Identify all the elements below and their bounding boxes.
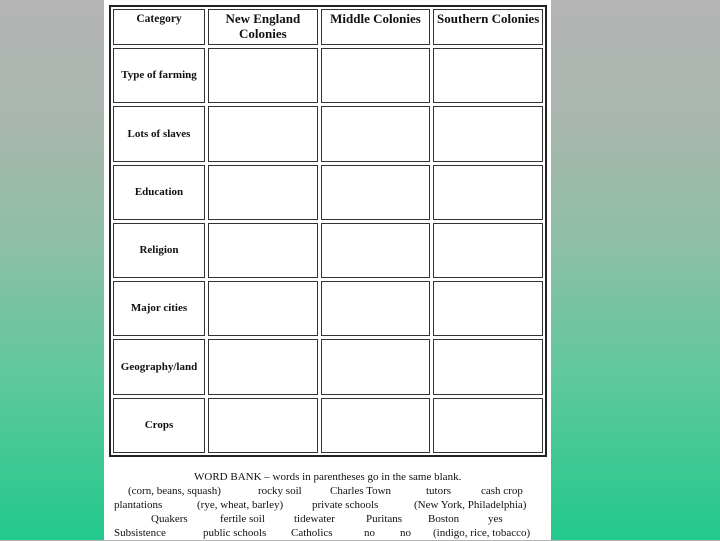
row-label-type-of-farming: Type of farming xyxy=(113,48,205,103)
word-bank-term: no xyxy=(400,527,411,539)
word-bank-term: Catholics xyxy=(291,527,333,539)
blank-cell[interactable] xyxy=(208,398,318,453)
row-label-geography-land: Geography/land xyxy=(113,339,205,394)
blank-cell[interactable] xyxy=(321,398,431,453)
word-bank-term: Subsistence xyxy=(114,527,166,539)
blank-cell[interactable] xyxy=(321,165,431,220)
blank-cell[interactable] xyxy=(321,106,431,161)
word-bank-row xyxy=(104,485,551,499)
colonies-table xyxy=(109,5,547,457)
blank-cell[interactable] xyxy=(208,281,318,336)
header-southern-colonies: Southern Colonies xyxy=(433,9,543,45)
row-label-crops: Crops xyxy=(113,398,205,453)
word-bank-term: yes xyxy=(488,513,503,525)
row-label-religion: Religion xyxy=(113,223,205,278)
word-bank-term: (indigo, rice, tobacco) xyxy=(433,527,531,539)
word-bank-term: Boston xyxy=(428,513,460,525)
blank-cell[interactable] xyxy=(433,48,543,103)
word-bank-term: Puritans xyxy=(366,513,403,525)
word-bank-term: Charles Town xyxy=(330,485,392,497)
word-bank-row xyxy=(104,499,551,513)
row-label-education: Education xyxy=(113,165,205,220)
word-bank-term: plantations xyxy=(114,499,163,511)
blank-cell[interactable] xyxy=(321,48,431,103)
blank-cell[interactable] xyxy=(321,223,431,278)
word-bank-term: (rye, wheat, barley) xyxy=(197,499,284,511)
row-label-major-cities: Major cities xyxy=(113,281,205,336)
blank-cell[interactable] xyxy=(433,339,543,394)
blank-cell[interactable] xyxy=(321,339,431,394)
word-bank-term: fertile soil xyxy=(220,513,265,525)
header-category: Category xyxy=(113,9,205,45)
blank-cell[interactable] xyxy=(208,106,318,161)
blank-cell[interactable] xyxy=(433,165,543,220)
word-bank-term: cash crop xyxy=(481,485,523,497)
word-bank-term: tutors xyxy=(426,485,452,497)
blank-cell[interactable] xyxy=(433,281,543,336)
header-new-england: New England Colonies xyxy=(208,9,318,45)
word-bank-term: public schools xyxy=(203,527,267,539)
blank-cell[interactable] xyxy=(208,48,318,103)
worksheet xyxy=(104,0,551,540)
word-bank-title: WORD BANK – words in parentheses go in the same blank. xyxy=(194,471,462,483)
blank-cell[interactable] xyxy=(433,223,543,278)
word-bank-term: no xyxy=(364,527,375,539)
word-bank-term: (New York, Philadelphia) xyxy=(414,499,527,511)
word-bank-term: Quakers xyxy=(151,513,188,525)
blank-cell[interactable] xyxy=(433,398,543,453)
row-label-lots-of-slaves: Lots of slaves xyxy=(113,106,205,161)
blank-cell[interactable] xyxy=(433,106,543,161)
word-bank-row xyxy=(104,513,551,527)
word-bank-term: private schools xyxy=(312,499,379,511)
blank-cell[interactable] xyxy=(321,281,431,336)
word-bank-row xyxy=(104,527,551,541)
blank-cell[interactable] xyxy=(208,223,318,278)
header-middle-colonies: Middle Colonies xyxy=(321,9,431,45)
blank-cell[interactable] xyxy=(208,165,318,220)
word-bank-term: (corn, beans, squash) xyxy=(128,485,221,497)
word-bank xyxy=(104,460,551,540)
blank-cell[interactable] xyxy=(208,339,318,394)
word-bank-term: rocky soil xyxy=(258,485,302,497)
word-bank-term: tidewater xyxy=(294,513,335,525)
